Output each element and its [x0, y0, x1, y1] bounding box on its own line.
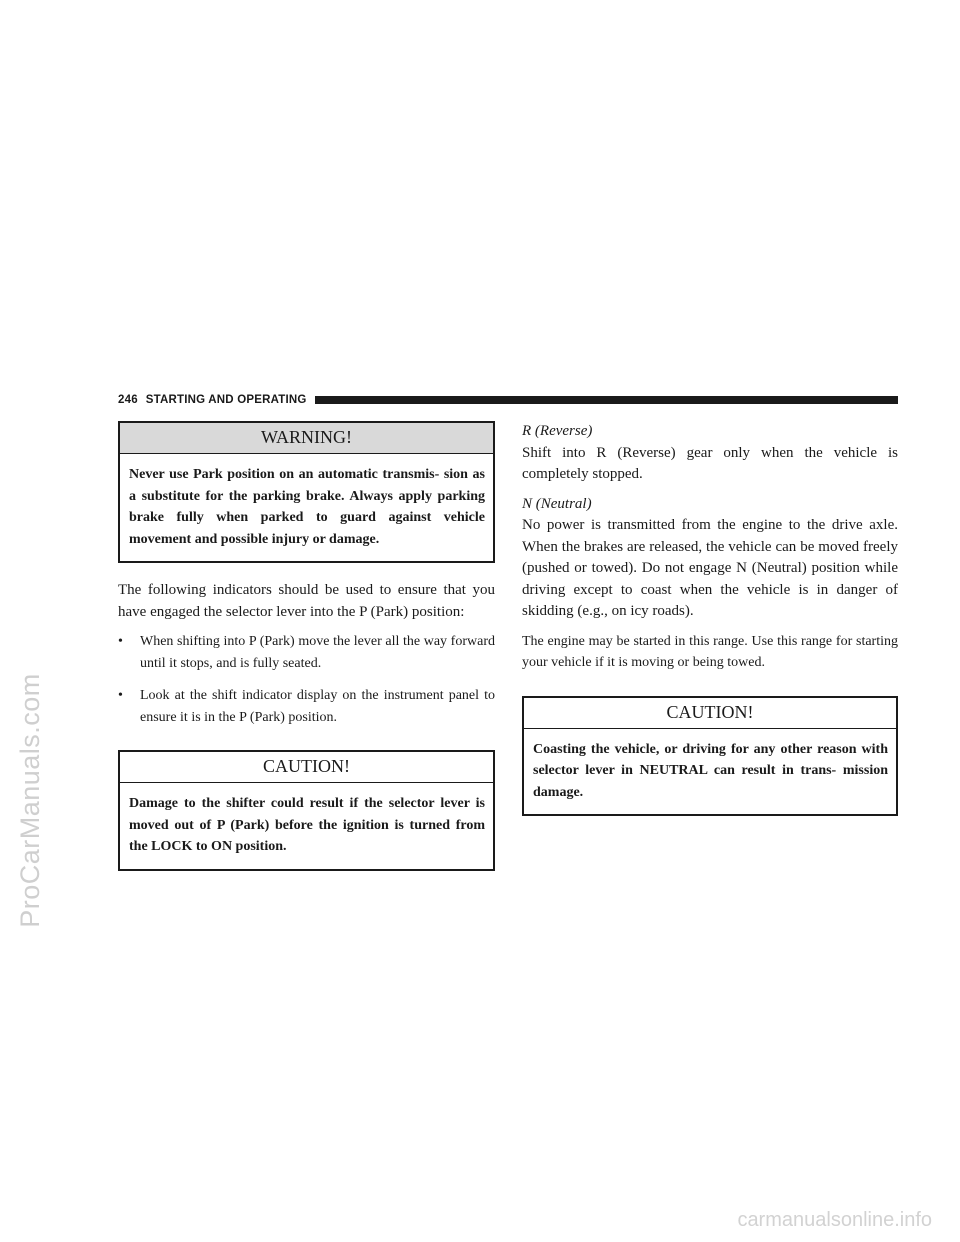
left-column [118, 421, 495, 871]
reverse-text: Shift into R (Reverse) gear only when the vehicle is completely stopped. [522, 444, 898, 482]
bullet-icon: • [118, 688, 123, 703]
side-watermark [10, 500, 50, 1100]
warning-title: WARNING! [120, 423, 493, 454]
bullet-text: When shifting into P (Park) move the lever all the way forward until it stops, and is fully seated. [140, 634, 495, 671]
neutral-text: No power is transmitted from the engine to the drive axle. When the brakes are released, the vehicle can be moved freely (pushed or towed). Do not engage N (Neutral) position while driving except to coast when the vehicle is in danger of skidding (e.g., on icy roads). [522, 517, 898, 619]
page-number: 246 [118, 394, 138, 406]
list-item [118, 631, 495, 674]
caution-body: Coasting the vehicle, or driving for any other reason with selector lever in NEUTRAL can result in trans- mission damage. [533, 741, 888, 800]
reverse-heading: R (Reverse) [522, 423, 593, 439]
neutral-heading: N (Neutral) [522, 495, 592, 512]
park-bullet-list [118, 631, 495, 728]
park-intro: The following indicators should be used to ensure that you have engaged the selector lever into the P (Park) position: [118, 582, 495, 620]
bullet-text: Look at the shift indicator display on the instrument panel to ensure it is in the P (Park) position. [140, 688, 495, 725]
right-column [522, 421, 898, 816]
header-rule [315, 396, 898, 404]
neutral-note: The engine may be started in this range. Use this range for starting your vehicle if it is moving or being towed. [522, 633, 898, 670]
bottom-watermark: carmanualsonline.info [737, 1209, 932, 1231]
caution-body: Damage to the shifter could result if the selector lever is moved out of P (Park) before the ignition is turned from the LOCK to ON position. [129, 796, 485, 854]
list-item [118, 685, 495, 728]
page-header [118, 392, 898, 408]
caution-title: CAUTION! [120, 752, 493, 783]
caution-box-shifter [118, 750, 495, 871]
warning-body: Never use Park position on an automatic transmis- sion as a substitute for the parking brake. Always apply parking brake fully when parked to guard against vehicle movement and possible injury or damage. [129, 467, 485, 547]
warning-box [118, 421, 495, 563]
caution-box-neutral [522, 696, 898, 817]
caution-title: CAUTION! [524, 698, 896, 729]
bullet-icon: • [118, 634, 123, 649]
section-title: STARTING AND OPERATING [145, 394, 307, 406]
side-watermark-text: ProCarManuals.com [14, 672, 45, 928]
